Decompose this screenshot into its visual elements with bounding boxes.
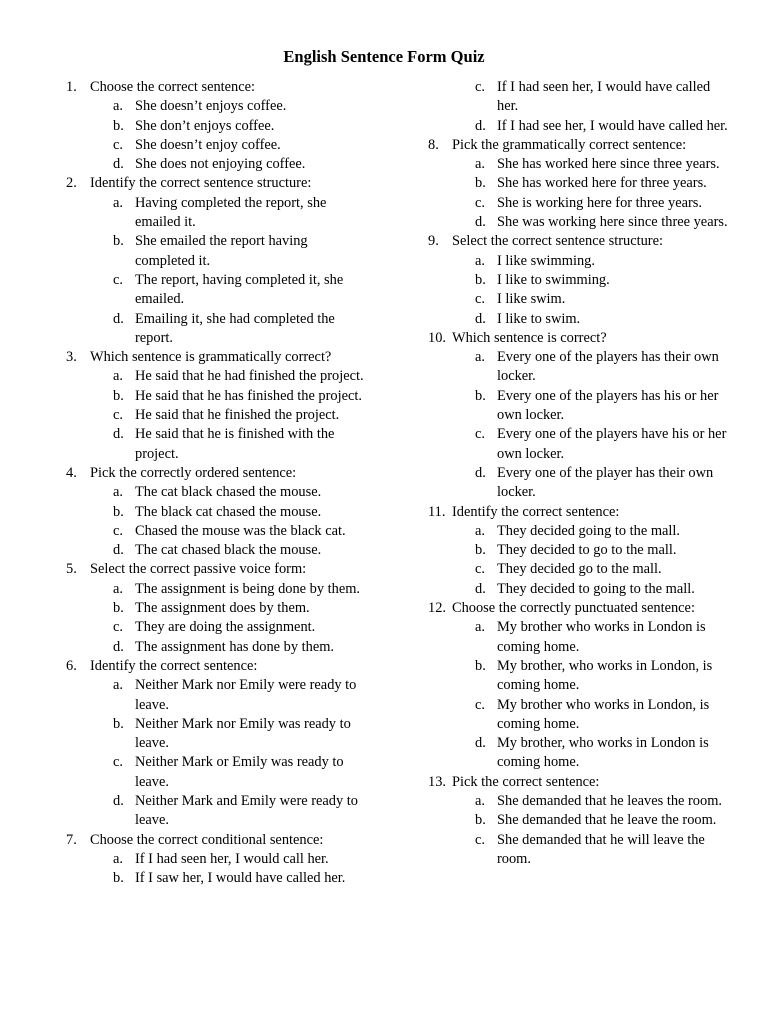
option-letter: c. [475, 561, 485, 578]
answer-option [428, 464, 728, 503]
answer-option [66, 869, 366, 888]
answer-option [428, 78, 728, 117]
option-letter: c. [475, 426, 485, 443]
option-text: She demanded that he leave the room. [497, 812, 717, 829]
answer-option [428, 522, 728, 541]
answer-option [428, 155, 728, 174]
option-text: The report, having completed it, she emailed. [135, 271, 344, 308]
question-9 [428, 232, 728, 328]
answer-option [428, 831, 728, 870]
question-prompt: Select the correct passive voice form: [90, 561, 307, 578]
answer-option [428, 811, 728, 830]
question-prompt: Identify the correct sentence: [452, 503, 620, 520]
option-letter: a. [113, 850, 123, 867]
option-text: Neither Mark nor Emily was ready to leave. [135, 715, 351, 752]
option-letter: d. [113, 792, 124, 809]
option-text: My brother, who works in London, is coming home. [497, 657, 713, 694]
question-line [66, 348, 366, 367]
answer-options [66, 483, 366, 560]
option-letter: c. [475, 696, 485, 713]
question-continued [428, 78, 728, 136]
answer-option [66, 792, 366, 831]
option-letter: a. [113, 98, 123, 115]
question-line [66, 560, 366, 579]
option-text: She demanded that he leaves the room. [497, 792, 722, 809]
answer-option [66, 194, 366, 233]
option-letter: b. [475, 175, 486, 192]
option-letter: c. [475, 79, 485, 95]
question-line [66, 464, 366, 483]
answer-option [428, 387, 728, 426]
option-letter: a. [475, 522, 485, 539]
answer-option [66, 97, 366, 116]
option-text: I like swimming. [497, 252, 595, 269]
option-letter: b. [113, 387, 124, 404]
answer-option [66, 522, 366, 541]
option-letter: d. [475, 214, 486, 231]
answer-option [66, 483, 366, 502]
option-letter: c. [475, 291, 485, 308]
option-text: She has worked here for three years. [497, 175, 707, 192]
answer-option [66, 232, 366, 271]
answer-option [428, 560, 728, 579]
option-letter: b. [475, 657, 486, 674]
option-text: She was working here since three years. [497, 214, 728, 231]
answer-option [428, 213, 728, 232]
question-1 [66, 78, 366, 174]
option-text: He said that he has finished the project. [135, 387, 362, 404]
answer-option [66, 136, 366, 155]
question-prompt: Select the correct sentence structure: [452, 233, 663, 250]
question-6 [66, 657, 366, 831]
option-text: I like to swimming. [497, 271, 610, 288]
option-text: She does not enjoying coffee. [135, 156, 306, 173]
question-line [428, 136, 728, 155]
question-10 [428, 329, 728, 503]
answer-option [66, 425, 366, 464]
option-text: I like swim. [497, 291, 566, 308]
question-prompt: Identify the correct sentence structure: [90, 175, 312, 192]
answer-options [428, 155, 728, 232]
option-text: They decided to go to the mall. [497, 542, 677, 559]
question-number: 5. [66, 561, 77, 578]
answer-option [66, 850, 366, 869]
answer-option [428, 657, 728, 696]
question-number: 2. [66, 175, 77, 192]
option-text: They decided to going to the mall. [497, 580, 695, 597]
option-text: They decided go to the mall. [497, 561, 662, 578]
option-letter: d. [113, 156, 124, 173]
question-line [66, 831, 366, 850]
answer-option [428, 792, 728, 811]
option-text: If I had see her, I would have called her. [497, 117, 728, 134]
option-text: They are doing the assignment. [135, 619, 316, 636]
option-text: She don’t enjoys coffee. [135, 117, 275, 134]
option-letter: c. [113, 407, 123, 424]
option-text: He said that he had finished the project. [135, 368, 364, 385]
answer-option [428, 117, 728, 136]
option-text: She has worked here since three years. [497, 156, 720, 173]
answer-options [428, 522, 728, 599]
answer-option [66, 406, 366, 425]
question-number: 11. [428, 503, 446, 520]
option-text: Neither Mark and Emily were ready to leave. [135, 792, 358, 829]
answer-options [428, 252, 728, 329]
question-line [428, 599, 728, 618]
option-text: My brother, who works in London is coming home. [497, 735, 709, 771]
question-12 [428, 599, 728, 773]
option-text: Every one of the players have his or her own locker. [497, 426, 727, 462]
answer-option [428, 290, 728, 309]
option-letter: b. [113, 503, 124, 520]
question-number: 6. [66, 657, 77, 674]
option-letter: b. [113, 117, 124, 134]
answer-options [428, 78, 728, 136]
option-letter: b. [475, 387, 486, 404]
answer-option [66, 599, 366, 618]
answer-option [428, 174, 728, 193]
option-letter: b. [475, 271, 486, 288]
answer-option [66, 715, 366, 754]
option-letter: d. [113, 542, 124, 559]
answer-option [66, 580, 366, 599]
answer-option [428, 580, 728, 599]
page-title: English Sentence Form Quiz [283, 47, 485, 66]
option-text: My brother who works in London, is coming home. [497, 696, 710, 732]
option-letter: a. [113, 484, 123, 501]
answer-option [66, 503, 366, 522]
option-text: If I had seen her, I would have called her. [497, 79, 711, 115]
answer-option [428, 271, 728, 290]
answer-option [66, 638, 366, 657]
answer-options [66, 194, 366, 348]
answer-option [428, 194, 728, 213]
answer-option [428, 696, 728, 735]
answer-option [66, 155, 366, 174]
option-letter: a. [113, 677, 123, 694]
question-number: 13. [428, 773, 446, 790]
option-text: If I had seen her, I would call her. [135, 850, 329, 867]
question-prompt: Which sentence is grammatically correct? [90, 349, 332, 366]
option-text: She doesn’t enjoy coffee. [135, 136, 281, 153]
option-letter: b. [475, 542, 486, 559]
question-prompt: Choose the correctly punctuated sentence: [452, 600, 695, 617]
answer-option [66, 387, 366, 406]
option-letter: d. [113, 426, 124, 443]
option-text: I like to swim. [497, 310, 581, 327]
answer-options [66, 676, 366, 830]
answer-option [66, 271, 366, 310]
question-line [66, 78, 366, 97]
question-number: 3. [66, 349, 77, 366]
option-letter: b. [113, 233, 124, 250]
option-letter: a. [113, 368, 123, 385]
option-text: She doesn’t enjoys coffee. [135, 98, 287, 115]
answer-option [428, 425, 728, 464]
option-text: He said that he finished the project. [135, 407, 340, 424]
option-letter: a. [475, 619, 485, 636]
answer-options [66, 850, 366, 889]
question-prompt: Which sentence is correct? [452, 329, 607, 346]
option-letter: a. [113, 194, 123, 211]
answer-option [66, 367, 366, 386]
question-3 [66, 348, 366, 464]
option-letter: a. [475, 792, 485, 809]
option-text: She emailed the report having completed it. [135, 233, 308, 269]
option-letter: b. [113, 870, 124, 887]
question-number: 12. [428, 600, 446, 617]
option-text: The assignment has done by them. [135, 638, 335, 655]
option-letter: c. [113, 136, 123, 153]
option-text: The assignment is being done by them. [135, 580, 361, 597]
option-letter: d. [475, 117, 486, 134]
option-letter: d. [475, 464, 486, 481]
answer-option [66, 310, 366, 349]
question-number: 1. [66, 79, 77, 95]
option-text: The cat black chased the mouse. [135, 484, 322, 501]
question-7 [66, 831, 366, 889]
question-prompt: Pick the correctly ordered sentence: [90, 464, 297, 481]
answer-options [428, 348, 728, 502]
answer-options [66, 580, 366, 657]
option-text: Emailing it, she had completed the report. [135, 310, 335, 346]
option-text: Neither Mark nor Emily were ready to leave. [135, 677, 357, 713]
option-letter: b. [113, 600, 124, 617]
question-line [428, 232, 728, 251]
option-text: My brother who works in London is coming home. [497, 619, 706, 655]
question-line [428, 329, 728, 348]
option-letter: d. [113, 310, 124, 327]
right-column [428, 78, 728, 869]
option-letter: b. [113, 715, 124, 732]
question-2 [66, 174, 366, 348]
option-text: The assignment does by them. [135, 600, 310, 617]
question-prompt: Pick the correct sentence: [452, 773, 600, 790]
question-line [66, 174, 366, 193]
option-letter: d. [475, 310, 486, 327]
option-text: Every one of the players has his or her own locker. [497, 387, 719, 424]
option-letter: c. [475, 194, 485, 211]
question-line [428, 503, 728, 522]
option-letter: d. [475, 735, 486, 752]
answer-options [66, 367, 366, 463]
answer-options [66, 97, 366, 174]
option-text: Every one of the players has their own locker. [497, 349, 719, 385]
option-letter: c. [475, 831, 485, 848]
option-letter: a. [475, 349, 485, 366]
question-5 [66, 560, 366, 656]
option-text: She is working here for three years. [497, 194, 702, 211]
option-letter: a. [113, 580, 123, 597]
answer-options [428, 792, 728, 869]
option-letter: b. [475, 812, 486, 829]
answer-option [66, 753, 366, 792]
option-letter: d. [113, 638, 124, 655]
answer-option [66, 618, 366, 637]
option-text: Having completed the report, she emailed it. [135, 194, 327, 231]
option-text: If I saw her, I would have called her. [135, 870, 346, 887]
question-number: 4. [66, 464, 77, 481]
question-prompt: Choose the correct conditional sentence: [90, 831, 324, 848]
answer-option [428, 618, 728, 657]
answer-options [428, 618, 728, 772]
option-text: The cat chased black the mouse. [135, 542, 322, 559]
option-text: She demanded that he will leave the room. [497, 831, 705, 867]
answer-option [428, 348, 728, 387]
left-column [66, 78, 366, 888]
option-letter: c. [113, 271, 123, 288]
option-letter: a. [475, 252, 485, 269]
answer-option [428, 734, 728, 773]
answer-option [66, 541, 366, 560]
question-13 [428, 773, 728, 869]
option-text: Every one of the player has their own locker. [497, 464, 714, 501]
question-8 [428, 136, 728, 232]
answer-option [428, 252, 728, 271]
question-number: 7. [66, 831, 77, 848]
question-number: 9. [428, 233, 439, 250]
answer-option [66, 676, 366, 715]
question-4 [66, 464, 366, 560]
option-text: He said that he is finished with the project. [135, 426, 335, 462]
option-text: Chased the mouse was the black cat. [135, 522, 346, 539]
option-letter: c. [113, 522, 123, 539]
question-11 [428, 503, 728, 599]
option-letter: a. [475, 156, 485, 173]
option-text: The black cat chased the mouse. [135, 503, 322, 520]
question-prompt: Pick the grammatically correct sentence: [452, 136, 687, 153]
answer-option [428, 310, 728, 329]
option-text: They decided going to the mall. [497, 522, 681, 539]
answer-option [428, 541, 728, 560]
question-number: 10. [428, 329, 446, 346]
option-letter: d. [475, 580, 486, 597]
question-number: 8. [428, 136, 439, 153]
question-prompt: Identify the correct sentence: [90, 657, 258, 674]
option-letter: c. [113, 619, 123, 636]
question-prompt: Choose the correct sentence: [90, 79, 256, 95]
answer-option [66, 117, 366, 136]
question-line [428, 773, 728, 792]
option-letter: c. [113, 754, 123, 771]
question-line [66, 657, 366, 676]
option-text: Neither Mark or Emily was ready to leave. [135, 754, 344, 790]
